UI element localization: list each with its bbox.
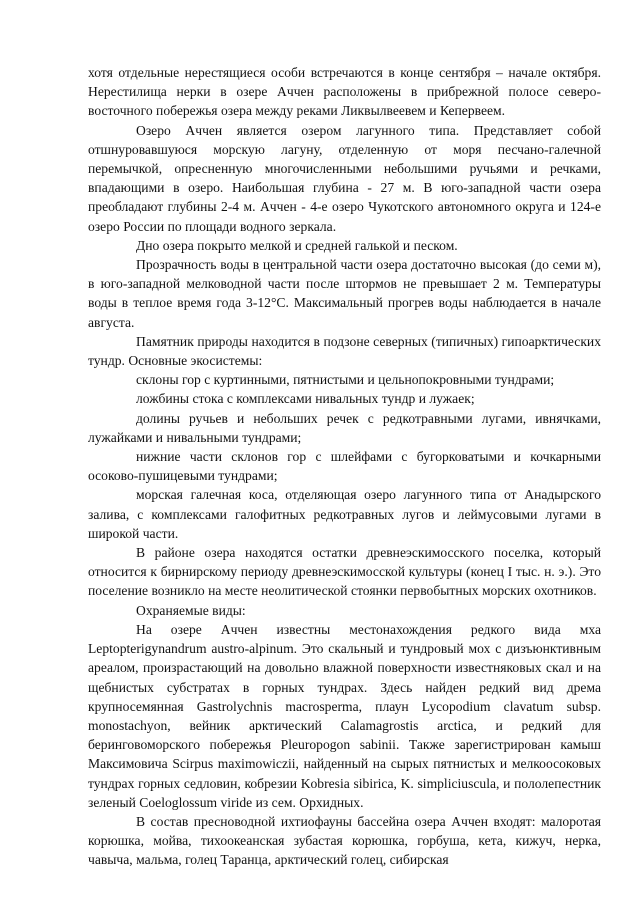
document-page <box>88 63 601 870</box>
paragraph-ichthyofauna: В состав пресноводной ихтиофауны бассейна озера Аччен входят: малоротая корюшка, мойва, тихоокеанская зубастая корюшка, горбуша, кета, кижуч, нерка, чавыча, мальма, голец Таранца, арктический голец, сибирская <box>88 813 601 868</box>
paragraph-settlement: В районе озера находятся остатки древнеэскимосского поселка, который относится к бирнирскому периоду древнеэскимосской культуры (конец I тыс. н. э.). Это поселение возникло на месте неолитической стоянки первобытных морских охотников. <box>88 545 601 599</box>
paragraph-ecosystems-intro: Памятник природы находится в подзоне северных (типичных) гипоарктических тундр. Основные экосистемы: <box>88 333 601 369</box>
ecosystem-item-valleys: долины ручьев и небольших речек с редкотравными лугами, ивнячками, лужайками и нивальными тундрами; <box>88 410 601 445</box>
ecosystem-item-hollows: ложбины стока с комплексами нивальных тундр и лужаек; <box>136 391 475 407</box>
heading-protected-species: Охраняемые виды: <box>136 602 246 618</box>
paragraph-lake-bottom: Дно озера покрыто мелкой и средней галькой и песком. <box>136 237 458 253</box>
paragraph-spawning-end: хотя отдельные нерестящиеся особи встречаются в конце сентября – начале октября. Нерестилища нерки в озере Аччен расположены в прибрежной полосе северо-восточного побережья озера между реками Ликвылвеевем и Кепервеем. <box>88 65 601 119</box>
ecosystem-item-spit: морская галечная коса, отделяющая озеро лагунного типа от Анадырского залива, с комплексами галофитных редкотравных лугов и леймусовыми лугами в широкой части. <box>88 487 601 541</box>
paragraph-lake-type: Озеро Аччен является озером лагунного типа. Представляет собой отшнуровавшуюся морскую лагуну, отделенную от моря песчано-галечной перемычкой, опресненную многочисленными небольшими ручьями и речками, впадающими в озеро. Наибольшая глубина - 27 м. В юго-западной части озера преобладают глубины 2-4 м. Аччен - 4-е озеро Чукотского автономного округа и 124-е озеро России по площади водного зеркала. <box>88 122 601 234</box>
paragraph-protected-species: На озере Аччен известны местонахождения редкого вида мха Leptopterigynandrum austro-alpinum. Это скальный и тундровый мох с дизъюнктивным ареалом, произрастающий на довольно влажной поверхности известняковых скал и на щебнистых субстратах в горных тундрах. Здесь найден редкий вид дрема крупносемянная Gastrolychnis macrosperma, плаун Lycopodium clavatum subsp. monostachyon, вейник арктический Calamagrostis arctica, и редкий для беринговоморского побережья Pleuropogon sabinii. Также зарегистрирован камыш Максимовича Scirpus maximowiczii, найденный на сырых пятнистых и мелкоосоковых тундрах горных седловин, кобрезии Kobresia sibirica, K. simpliciuscula, и пололепестник зеленый Coeloglossum viride из сем. Орхидных. <box>88 621 601 810</box>
ecosystem-item-lower-slopes: нижние части склонов гор с шлейфами с бугорковатыми и кочкарными осоково-пушицевыми тундрами; <box>88 449 601 484</box>
paragraph-water-transparency: Прозрачность воды в центральной части озера достаточно высокая (до семи м), в юго-западной мелководной части после штормов не превышает 2 м. Температуры воды в теплое время года 3-12°С. Максимальный прогрев воды наблюдается в начале августа. <box>88 257 601 330</box>
ecosystem-item-slopes: склоны гор с куртинными, пятнистыми и цельнопокровными тундрами; <box>136 372 555 388</box>
